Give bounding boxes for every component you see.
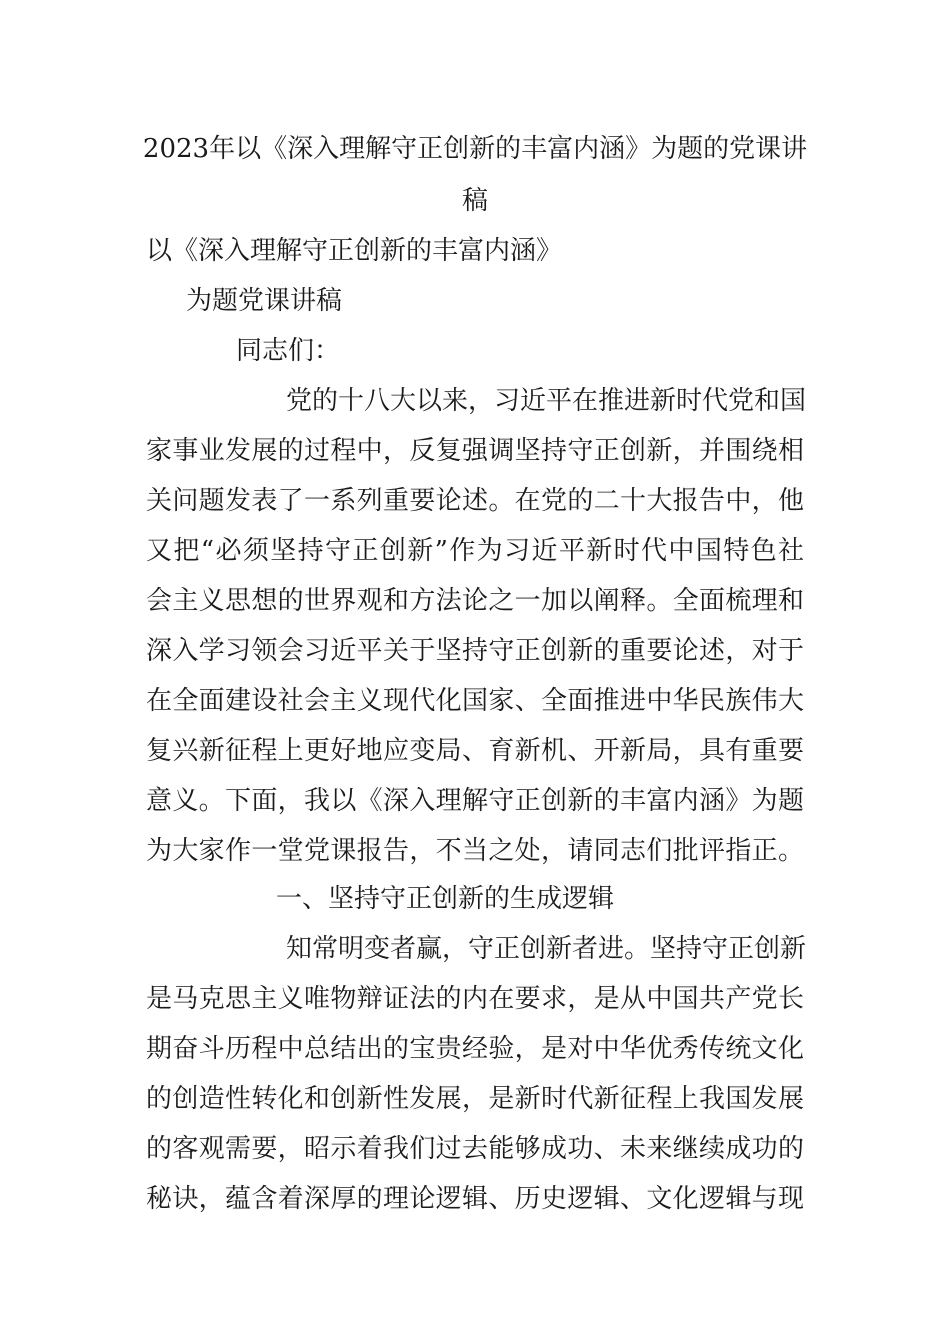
section-heading-1: 一、坚持守正创新的生成逻辑 [276, 884, 615, 914]
document-title-line-1: 2023年以《深入理解守正创新的丰富内涵》为题的党课讲 [142, 134, 808, 164]
document-title-line-2: 稿 [461, 186, 488, 216]
paragraph-line: 深入学习领会习近平关于坚持守正创新的重要论述，对于 [146, 636, 804, 666]
paragraph-line: 家事业发展的过程中，反复强调坚持守正创新，并围绕相 [146, 436, 804, 466]
paragraph-line: 是马克思主义唯物辩证法的内在要求，是从中国共产党长 [146, 984, 804, 1014]
paragraph-line: 在全面建设社会主义现代化国家、全面推进中华民族伟大 [146, 686, 804, 716]
greeting: 同志们： [236, 336, 341, 366]
paragraph-line: 又把“必须坚持守正创新”作为习近平新时代中国特色社 [146, 536, 804, 566]
paragraph-line: 的创造性转化和创新性发展，是新时代新征程上我国发展 [146, 1084, 804, 1114]
paragraph-line: 的客观需要，昭示着我们过去能够成功、未来继续成功的 [146, 1134, 804, 1164]
paragraph-line: 党的十八大以来，习近平在推进新时代党和国 [286, 386, 807, 416]
paragraph-line: 为大家作一堂党课报告，不当之处，请同志们批评指正。 [146, 836, 804, 866]
paragraph-line: 关问题发表了一系列重要论述。在党的二十大报告中，他 [146, 486, 804, 516]
subtitle-line-2: 为题党课讲稿 [186, 286, 343, 316]
paragraph-line: 意义。下面，我以《深入理解守正创新的丰富内涵》为题 [146, 786, 804, 816]
subtitle-line-1: 以《深入理解守正创新的丰富内涵》 [146, 236, 563, 266]
paragraph-line: 期奋斗历程中总结出的宝贵经验，是对中华优秀传统文化 [146, 1034, 804, 1064]
paragraph-line: 会主义思想的世界观和方法论之一加以阐释。全面梳理和 [146, 586, 804, 616]
paragraph-line: 秘诀，蕴含着深厚的理论逻辑、历史逻辑、文化逻辑与现 [146, 1184, 804, 1214]
paragraph-line: 知常明变者赢，守正创新者进。坚持守正创新 [286, 934, 807, 964]
paragraph-line: 复兴新征程上更好地应变局、育新机、开新局，具有重要 [146, 736, 804, 766]
